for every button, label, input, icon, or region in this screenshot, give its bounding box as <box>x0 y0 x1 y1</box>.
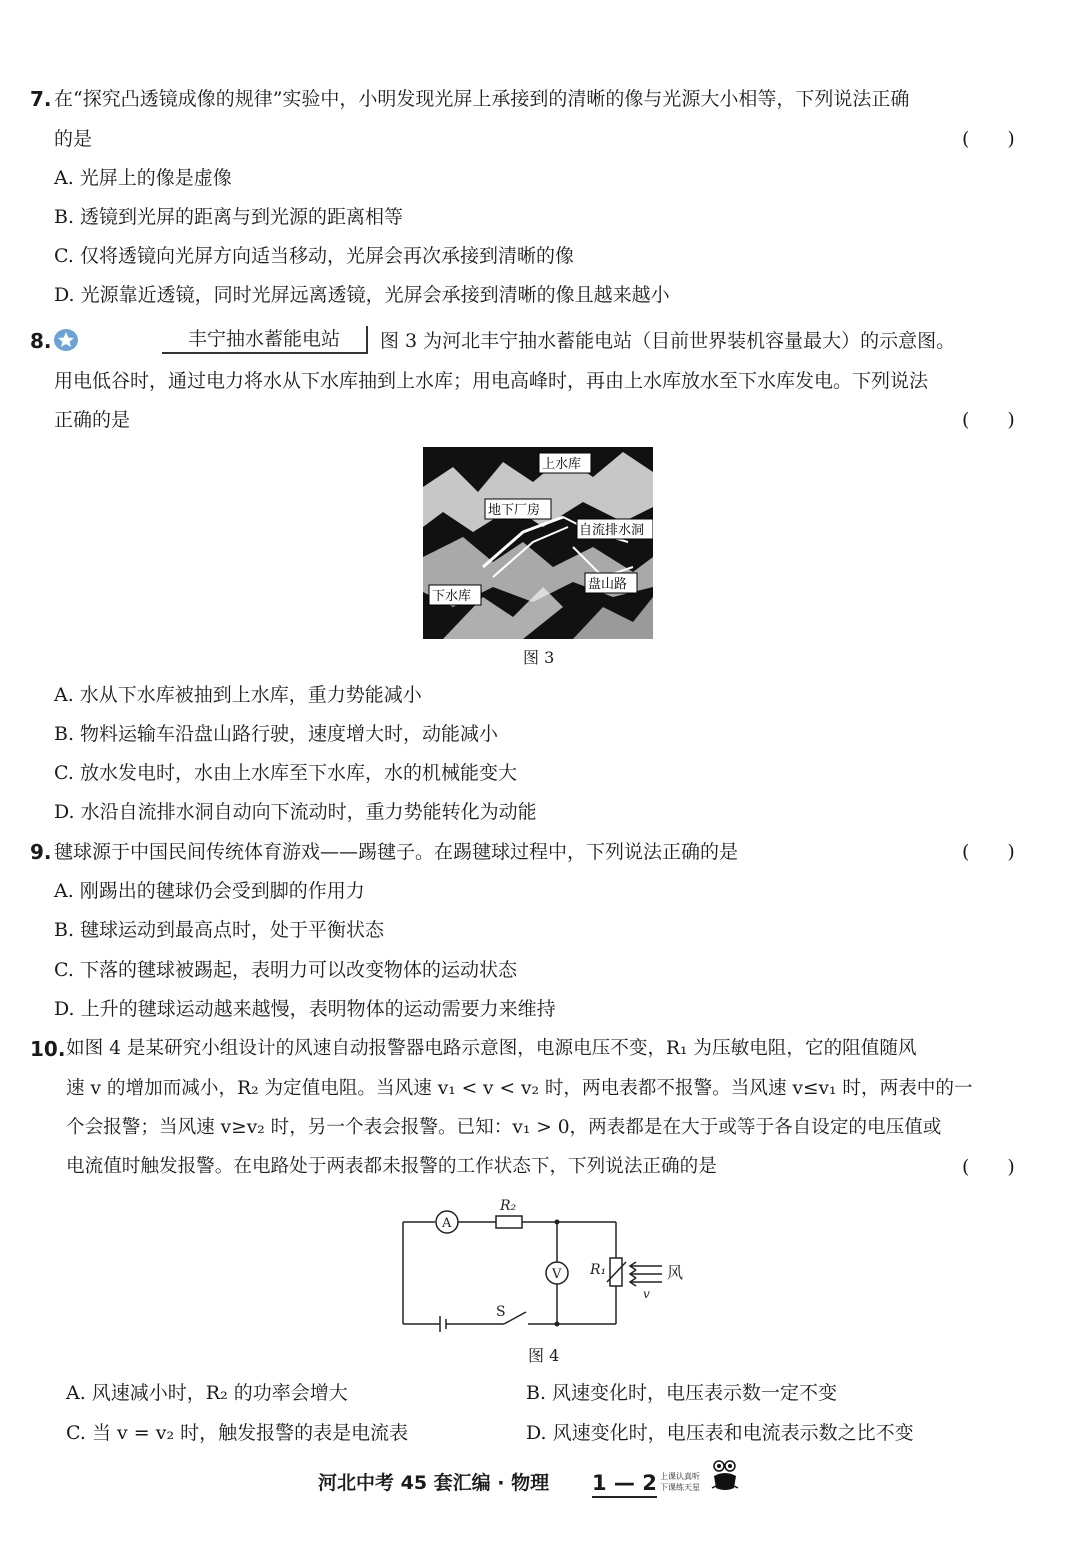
answer-bracket[interactable]: ( ) <box>962 409 1015 431</box>
footer-slogan <box>660 1471 700 1493</box>
label-drainage-tunnel: 自流排水洞 <box>579 523 645 538</box>
figure-4-caption: 图 4 <box>528 1346 560 1365</box>
option-a[interactable]: A. 风速减小时，R₂ 的功率会增大 <box>66 1382 348 1404</box>
label-upper-reservoir: 上水库 <box>542 457 582 472</box>
resistor-r2-icon <box>496 1216 522 1228</box>
option-b[interactable]: B. 物料运输车沿盘山路行驶，速度增大时，动能减小 <box>54 723 499 745</box>
option-c[interactable]: C. 仅将透镜向光屏方向适当移动，光屏会再次承接到清晰的像 <box>54 245 574 267</box>
question-8-stem-cont: 用电低谷时，通过电力将水从下水库抽到上水库；用电高峰时，再由上水库放水至下水库发电。下列说法 <box>54 370 929 392</box>
option-a[interactable]: A. 光屏上的像是虚像 <box>54 167 232 189</box>
circuit-diagram <box>400 1190 700 1340</box>
question-10-stem-cont: 速 v 的增加而减小，R₂ 为定值电阻。当风速 v₁ < v < v₂ 时，两电表都不报警。当风速 v≤v₁ 时，两表中的一 <box>66 1078 973 1099</box>
option-b[interactable]: B. 毽球运动到最高点时，处于平衡状态 <box>54 919 385 941</box>
voltmeter-label: V <box>552 1267 562 1282</box>
option-b[interactable]: B. 透镜到光屏的距离与到光源的距离相等 <box>54 206 404 228</box>
option-d[interactable]: D. 光源靠近透镜，同时光屏远离透镜，光屏会承接到清晰的像且越来越小 <box>54 284 670 306</box>
footer-book-title: 河北中考 45 套汇编 · 物理 <box>318 1472 550 1494</box>
question-8-stem-cont2: 正确的是 <box>54 409 131 431</box>
page-number: 1 — 2 <box>592 1470 657 1498</box>
switch-icon <box>504 1312 526 1324</box>
question-10-stem-cont3: 电流值时触发报警。在电路处于两表都未报警的工作状态下，下列说法正确的是 <box>66 1156 717 1177</box>
option-c[interactable]: C. 放水发电时，水由上水库至下水库，水的机械能变大 <box>54 762 517 784</box>
slogan-line-2: 下课练天星 <box>660 1483 700 1492</box>
speed-label: v <box>643 1287 650 1301</box>
answer-bracket[interactable]: ( ) <box>962 128 1015 150</box>
question-8-stem: 图 3 为河北丰宁抽水蓄能电站（目前世界装机容量最大）的示意图。 <box>380 330 956 352</box>
option-c[interactable]: C. 当 v = v₂ 时，触发报警的表是电流表 <box>66 1422 409 1444</box>
question-10-number: 10. <box>30 1037 66 1061</box>
question-10-stem: 如图 4 是某研究小组设计的风速自动报警器电路示意图，电源电压不变，R₁ 为压敏电阻，它的阻值随风 <box>66 1038 917 1059</box>
wind-label: 风 <box>667 1263 684 1282</box>
question-7-stem-cont: 的是 <box>54 128 93 150</box>
figure-3-caption: 图 3 <box>523 648 555 667</box>
answer-bracket[interactable]: ( ) <box>962 1156 1015 1178</box>
star-icon <box>52 328 80 352</box>
power-station-photo <box>423 447 653 639</box>
option-b[interactable]: B. 风速变化时，电压表示数一定不变 <box>526 1382 838 1404</box>
option-a[interactable]: A. 刚踢出的毽球仍会受到脚的作用力 <box>54 880 365 902</box>
slogan-line-1: 上课认真听 <box>660 1472 700 1481</box>
r1-label: R₁ <box>590 1262 607 1278</box>
question-10-stem-cont2: 个会报警；当风速 v≥v₂ 时，另一个表会报警。已知：v₁ > 0，两表都是在大于或等于各自设定的电压值或 <box>66 1117 942 1138</box>
r2-label: R₂ <box>500 1198 517 1214</box>
question-7-number: 7. <box>30 87 52 111</box>
option-d[interactable]: D. 上升的毽球运动越来越慢，表明物体的运动需要力来维持 <box>54 998 556 1020</box>
label-mountain-road: 盘山路 <box>588 577 628 592</box>
ammeter-label: A <box>442 1216 452 1231</box>
question-9-number: 9. <box>30 840 52 864</box>
question-9-stem: 毽球源于中国民间传统体育游戏——踢毽子。在踢毽球过程中，下列说法正确的是 <box>54 841 739 863</box>
option-a[interactable]: A. 水从下水库被抽到上水库，重力势能减小 <box>54 684 422 706</box>
option-d[interactable]: D. 风速变化时，电压表和电流表示数之比不变 <box>526 1422 914 1444</box>
option-c[interactable]: C. 下落的毽球被踢起，表明力可以改变物体的运动状态 <box>54 959 517 981</box>
mascot-icon <box>708 1458 742 1494</box>
topic-tag: 丰宁抽水蓄能电站 <box>162 326 368 354</box>
question-7-stem: 在“探究凸透镜成像的规律”实验中，小明发现光屏上承接到的清晰的像与光源大小相等，下列说法正确 <box>54 88 910 110</box>
label-lower-reservoir: 下水库 <box>432 589 472 604</box>
option-d[interactable]: D. 水沿自流排水洞自动向下流动时，重力势能转化为动能 <box>54 801 537 823</box>
label-underground-plant: 地下厂房 <box>488 503 541 518</box>
switch-label: S <box>496 1304 506 1320</box>
answer-bracket[interactable]: ( ) <box>962 841 1015 863</box>
question-8-number: 8. <box>30 329 52 353</box>
